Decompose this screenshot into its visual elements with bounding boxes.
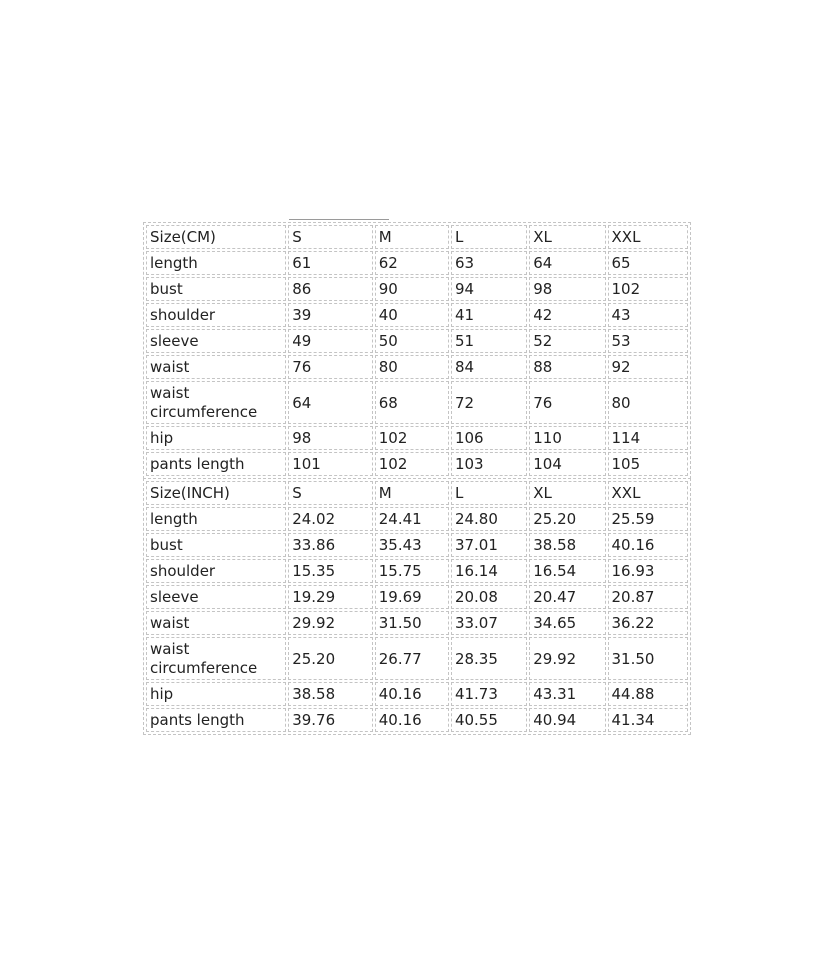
value-cell: 40.16	[608, 533, 688, 557]
row-label-cell: sleeve	[146, 585, 286, 609]
value-cell: 94	[451, 277, 527, 301]
table-row	[146, 507, 688, 531]
value-cell: XXL	[608, 481, 688, 505]
value-cell: 43.31	[529, 682, 605, 706]
value-cell: 24.41	[375, 507, 449, 531]
value-cell: 104	[529, 452, 605, 476]
table-row	[146, 277, 688, 301]
row-label-cell: pants length	[146, 708, 286, 732]
value-cell: 25.20	[288, 637, 373, 680]
value-cell: 63	[451, 251, 527, 275]
value-cell: 31.50	[375, 611, 449, 635]
value-cell: 98	[288, 426, 373, 450]
row-label-cell: waist circumference	[146, 381, 286, 424]
value-cell: 20.08	[451, 585, 527, 609]
table-row	[146, 381, 688, 424]
row-label-cell: length	[146, 507, 286, 531]
value-cell: 40.16	[375, 682, 449, 706]
size-chart	[143, 222, 691, 735]
value-cell: 16.54	[529, 559, 605, 583]
value-cell: 62	[375, 251, 449, 275]
value-cell: 43	[608, 303, 688, 327]
value-cell: 41	[451, 303, 527, 327]
value-cell: XL	[529, 225, 605, 249]
table-row	[146, 533, 688, 557]
value-cell: 15.35	[288, 559, 373, 583]
row-label-cell: bust	[146, 533, 286, 557]
value-cell: 29.92	[288, 611, 373, 635]
value-cell: 41.34	[608, 708, 688, 732]
value-cell: 103	[451, 452, 527, 476]
row-label-cell: waist	[146, 611, 286, 635]
value-cell: 19.69	[375, 585, 449, 609]
value-cell: 16.14	[451, 559, 527, 583]
value-cell: 26.77	[375, 637, 449, 680]
value-cell: 53	[608, 329, 688, 353]
value-cell: 90	[375, 277, 449, 301]
table-row	[146, 637, 688, 680]
top-divider-line	[289, 219, 389, 220]
value-cell: 65	[608, 251, 688, 275]
value-cell: 37.01	[451, 533, 527, 557]
value-cell: 86	[288, 277, 373, 301]
value-cell: 35.43	[375, 533, 449, 557]
value-cell: 102	[375, 426, 449, 450]
row-label-cell: waist	[146, 355, 286, 379]
value-cell: 39.76	[288, 708, 373, 732]
table-row	[146, 585, 688, 609]
value-cell: XL	[529, 481, 605, 505]
size-table-cm	[143, 222, 691, 479]
value-cell: L	[451, 225, 527, 249]
value-cell: 40	[375, 303, 449, 327]
value-cell: 40.94	[529, 708, 605, 732]
table-header-row	[146, 481, 688, 505]
table-row	[146, 355, 688, 379]
value-cell: 114	[608, 426, 688, 450]
value-cell: 33.86	[288, 533, 373, 557]
value-cell: 20.87	[608, 585, 688, 609]
value-cell: 20.47	[529, 585, 605, 609]
value-cell: 39	[288, 303, 373, 327]
row-label-cell: hip	[146, 682, 286, 706]
value-cell: L	[451, 481, 527, 505]
value-cell: 24.02	[288, 507, 373, 531]
value-cell: 68	[375, 381, 449, 424]
value-cell: 31.50	[608, 637, 688, 680]
value-cell: 34.65	[529, 611, 605, 635]
table-row	[146, 611, 688, 635]
value-cell: 40.16	[375, 708, 449, 732]
value-cell: 76	[288, 355, 373, 379]
row-label-cell: length	[146, 251, 286, 275]
row-label-cell: pants length	[146, 452, 286, 476]
value-cell: 64	[288, 381, 373, 424]
value-cell: 24.80	[451, 507, 527, 531]
value-cell: 51	[451, 329, 527, 353]
value-cell: 76	[529, 381, 605, 424]
row-label-cell: Size(INCH)	[146, 481, 286, 505]
value-cell: 80	[375, 355, 449, 379]
row-label-cell: Size(CM)	[146, 225, 286, 249]
value-cell: 105	[608, 452, 688, 476]
value-cell: 36.22	[608, 611, 688, 635]
value-cell: 44.88	[608, 682, 688, 706]
size-table-inch	[143, 478, 691, 735]
value-cell: 61	[288, 251, 373, 275]
value-cell: 29.92	[529, 637, 605, 680]
value-cell: 50	[375, 329, 449, 353]
value-cell: XXL	[608, 225, 688, 249]
value-cell: 72	[451, 381, 527, 424]
value-cell: S	[288, 225, 373, 249]
table-row	[146, 452, 688, 476]
value-cell: 42	[529, 303, 605, 327]
value-cell: 64	[529, 251, 605, 275]
value-cell: 41.73	[451, 682, 527, 706]
value-cell: 15.75	[375, 559, 449, 583]
value-cell: 25.59	[608, 507, 688, 531]
table-header-row	[146, 225, 688, 249]
row-label-cell: bust	[146, 277, 286, 301]
value-cell: S	[288, 481, 373, 505]
value-cell: 92	[608, 355, 688, 379]
value-cell: M	[375, 225, 449, 249]
value-cell: 80	[608, 381, 688, 424]
row-label-cell: shoulder	[146, 303, 286, 327]
value-cell: 25.20	[529, 507, 605, 531]
value-cell: 28.35	[451, 637, 527, 680]
value-cell: 110	[529, 426, 605, 450]
row-label-cell: waist circumference	[146, 637, 286, 680]
table-row	[146, 251, 688, 275]
table-row	[146, 329, 688, 353]
row-label-cell: shoulder	[146, 559, 286, 583]
value-cell: 52	[529, 329, 605, 353]
value-cell: 101	[288, 452, 373, 476]
value-cell: 19.29	[288, 585, 373, 609]
value-cell: 38.58	[529, 533, 605, 557]
table-row	[146, 559, 688, 583]
value-cell: 38.58	[288, 682, 373, 706]
value-cell: 102	[375, 452, 449, 476]
table-row	[146, 708, 688, 732]
value-cell: 49	[288, 329, 373, 353]
value-cell: 40.55	[451, 708, 527, 732]
value-cell: 98	[529, 277, 605, 301]
value-cell: 16.93	[608, 559, 688, 583]
table-row	[146, 426, 688, 450]
value-cell: 102	[608, 277, 688, 301]
value-cell: 33.07	[451, 611, 527, 635]
table-row	[146, 682, 688, 706]
value-cell: 106	[451, 426, 527, 450]
value-cell: 84	[451, 355, 527, 379]
row-label-cell: sleeve	[146, 329, 286, 353]
value-cell: 88	[529, 355, 605, 379]
row-label-cell: hip	[146, 426, 286, 450]
value-cell: M	[375, 481, 449, 505]
table-row	[146, 303, 688, 327]
